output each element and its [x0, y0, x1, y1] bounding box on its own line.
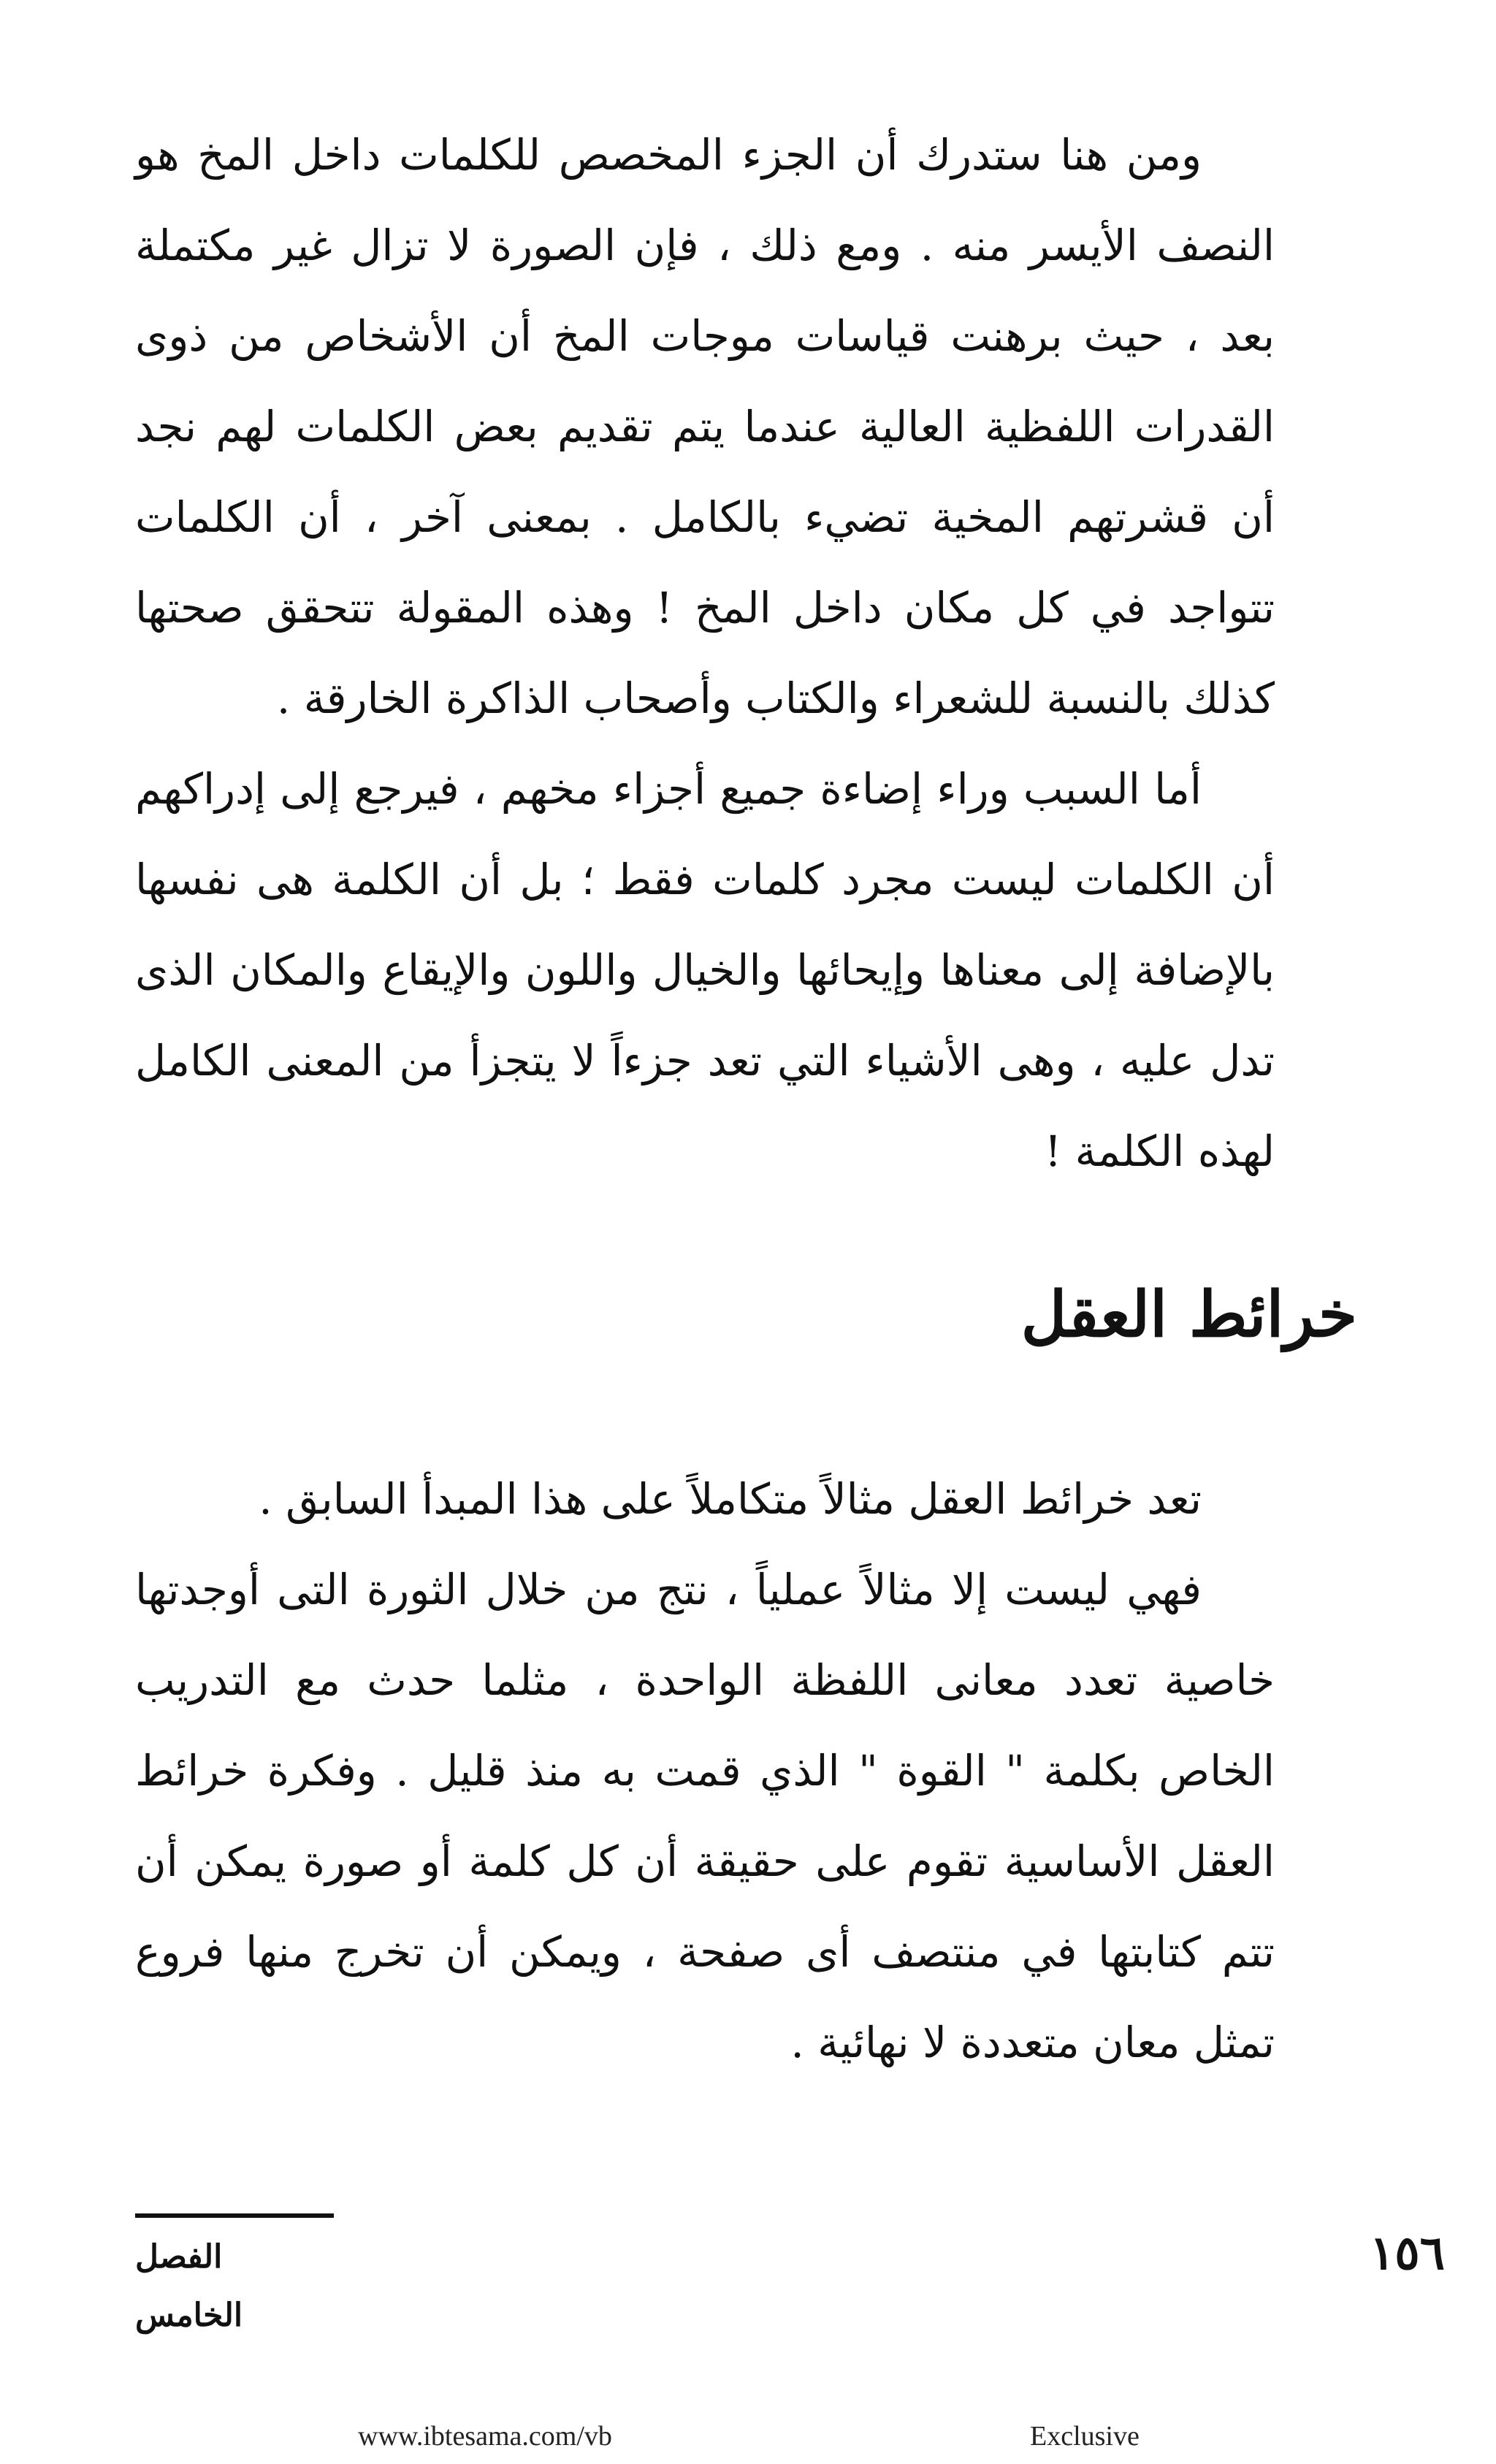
- section-heading-mind-maps: خرائط العقل: [1020, 1278, 1357, 1351]
- paragraph-mind-maps-explanation: فهي ليست إلا مثالاً عملياً ، نتج من خلال الثورة التى أوجدتها خاصية تعدد معانى اللفظة الواحدة ، مثلما حدث مع التدريب الخاص بكلمة " القوة " الذي قمت به منذ قليل . وفكرة خرائط العقل الأساسية تقوم على حقيقة أن كل كلمة أو صورة يمكن أن تتم كتابتها في منتصف أى صفحة ، ويمكن أن تخرج منها فروع تمثل معان متعددة لا نهائية .: [135, 1565, 1275, 2067]
- footer-rule: [135, 2213, 334, 2218]
- paragraph-mind-maps-intro: تعد خرائط العقل مثالاً متكاملاً على هذا المبدأ السابق .: [259, 1474, 1202, 1524]
- watermark-url: www.ibtesama.com/vb: [358, 2421, 612, 2452]
- body-text-section-2: [135, 1454, 1275, 2088]
- body-text-section-1: [135, 110, 1275, 1197]
- paragraph-illumination-reason: أما السبب وراء إضاءة جميع أجزاء مخهم ، فيرجع إلى إدراكهم أن الكلمات ليست مجرد كلمات فقط ؛ بل أن الكلمة هى نفسها بالإضافة إلى معناها وإيحائها والخيال واللون والإيقاع والمكان الذى تدل عليه ، وهى الأشياء التي تعد جزءاً لا يتجزأ من المعنى الكامل لهذه الكلمة !: [135, 764, 1275, 1176]
- watermark-exclusive-tag: Exclusive: [1030, 2421, 1140, 2452]
- footer-chapter-label: الفصل الخامس: [135, 2238, 243, 2334]
- paragraph-brain-words: ومن هنا ستدرك أن الجزء المخصص للكلمات داخل المخ هو النصف الأيسر منه . ومع ذلك ، فإن الصورة لا تزال غير مكتملة بعد ، حيث برهنت قياسات موجات المخ أن الأشخاص من ذوى القدرات اللفظية العالية عندما يتم تقديم بعض الكلمات لهم نجد أن قشرتهم المخية تضيء بالكامل . بمعنى آخر ، أن الكلمات تتواجد في كل مكان داخل المخ ! وهذه المقولة تتحقق صحتها كذلك بالنسبة للشعراء والكتاب وأصحاب الذاكرة الخارقة .: [135, 130, 1275, 723]
- page-number: ١٥٦: [1369, 2226, 1445, 2281]
